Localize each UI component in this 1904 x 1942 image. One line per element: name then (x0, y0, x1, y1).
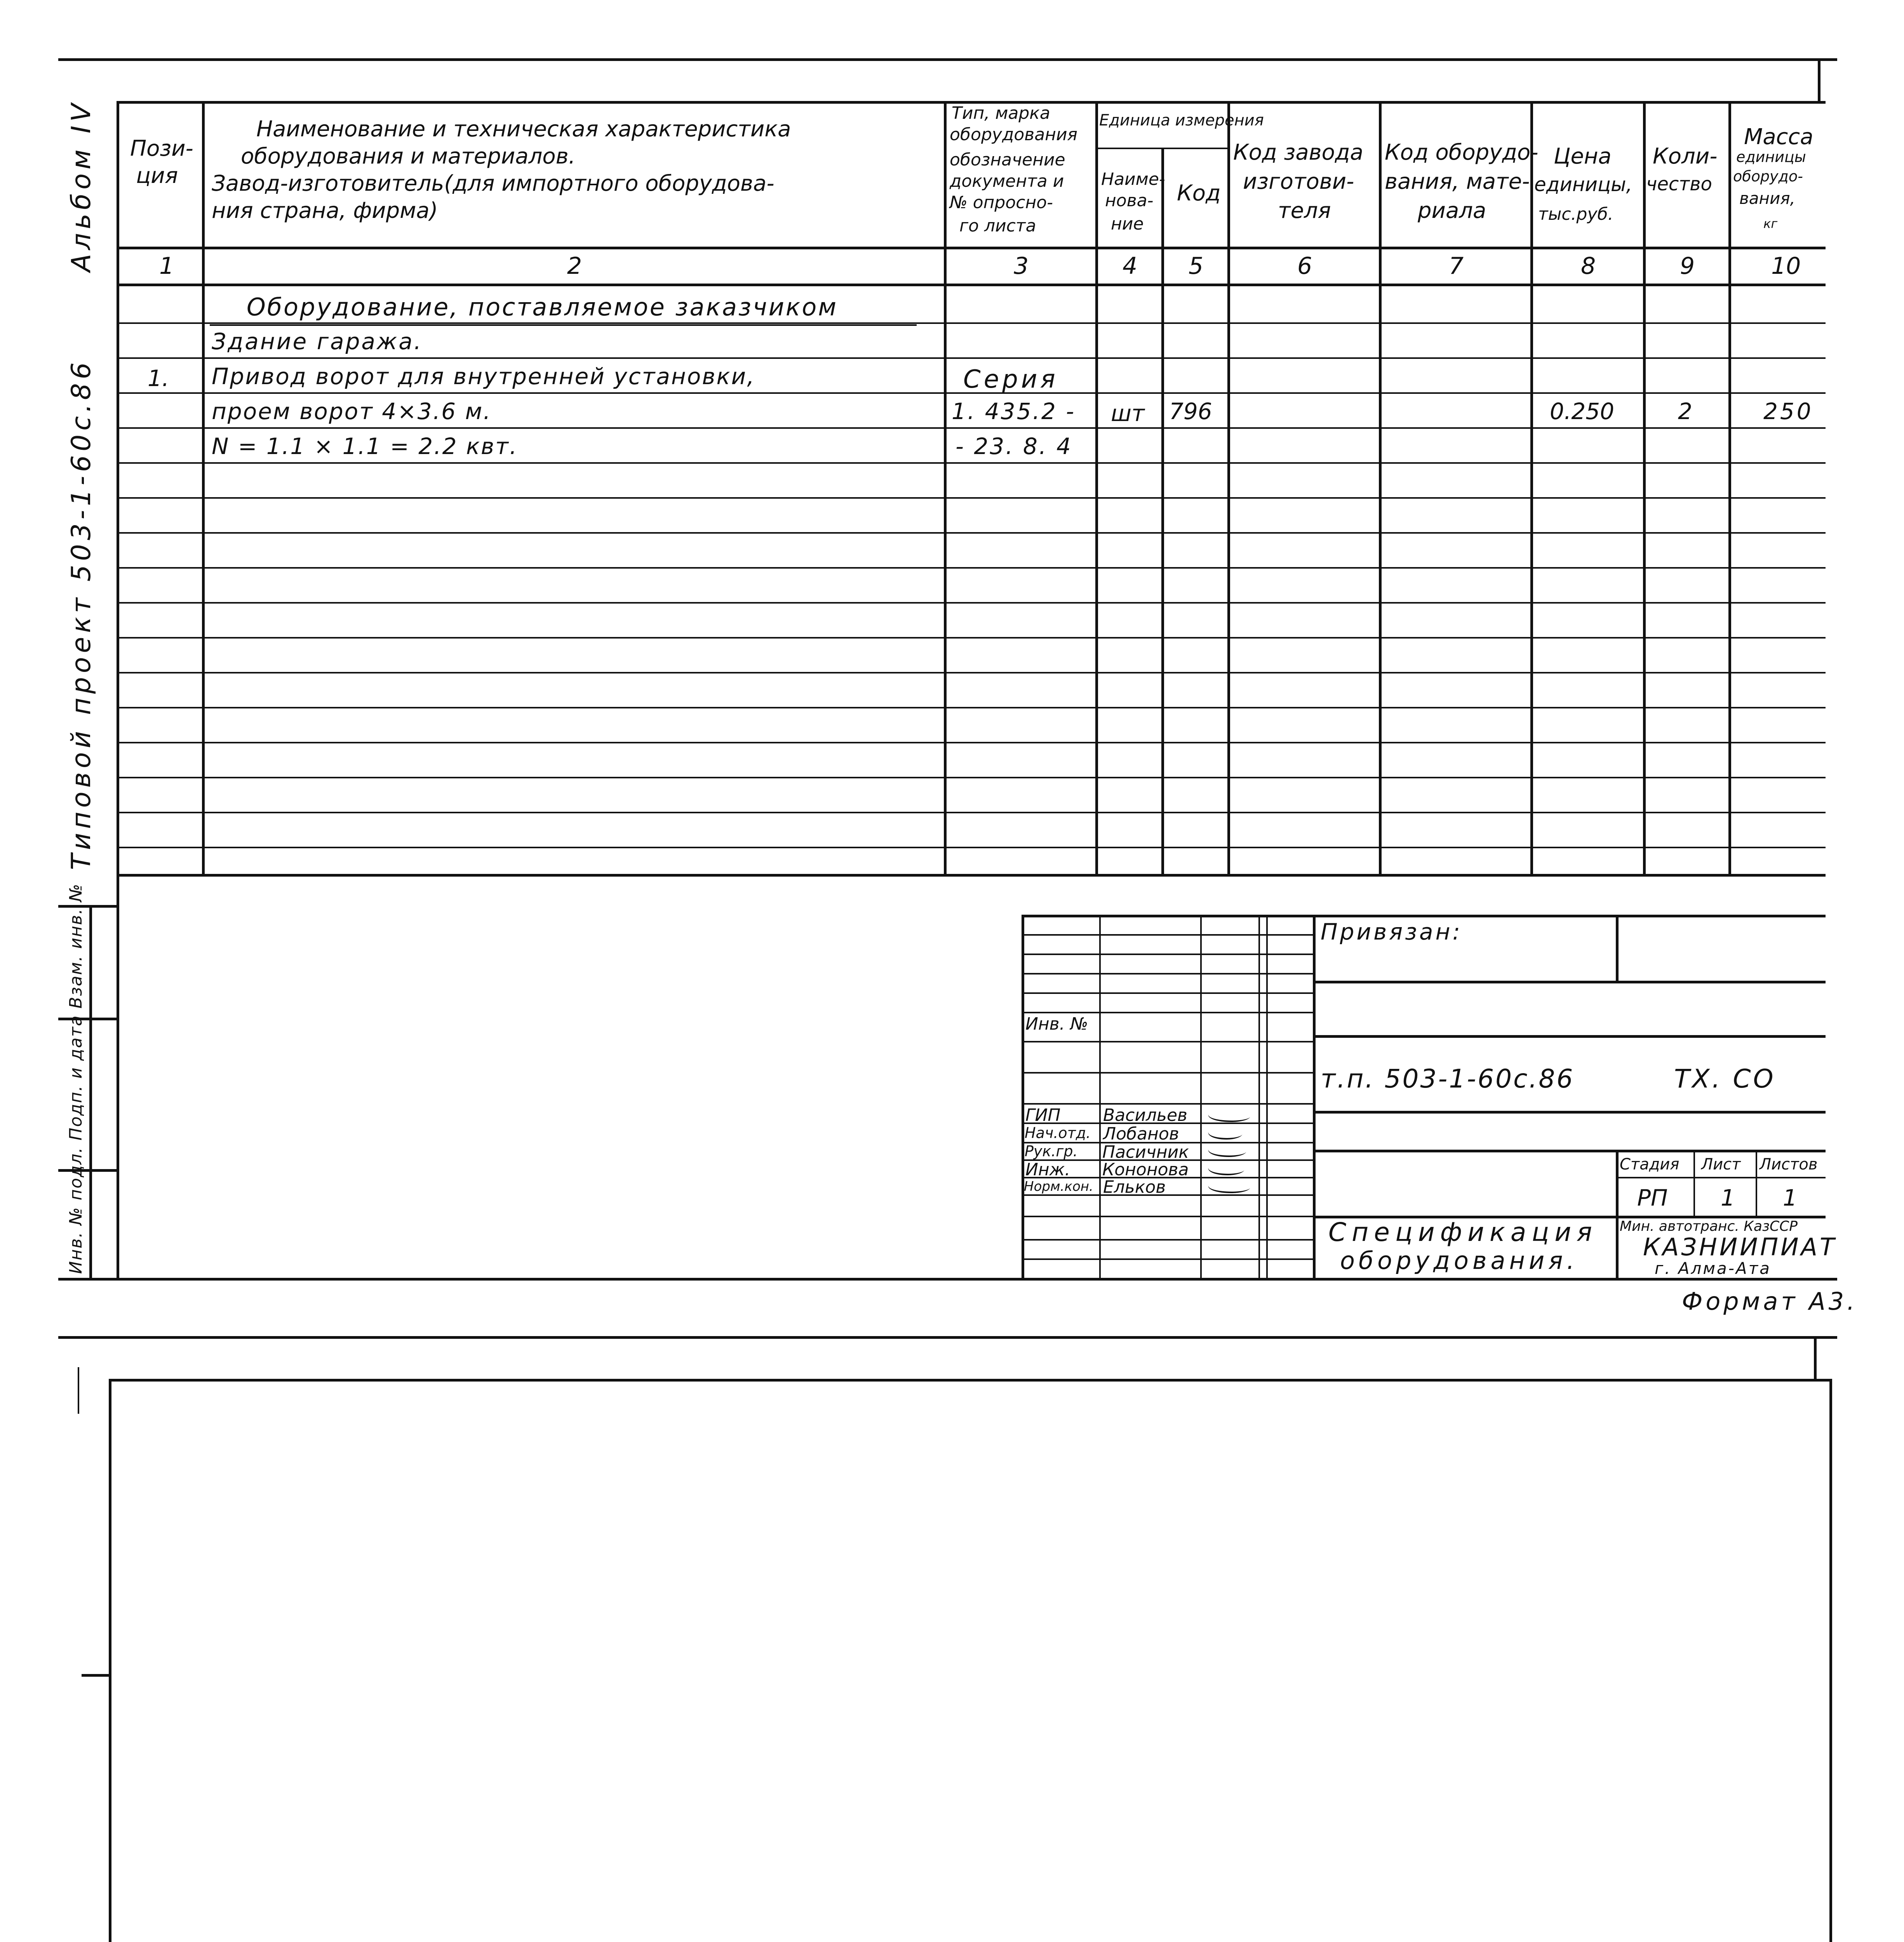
privyazan-label: Привязан: (1321, 919, 1463, 945)
building-underline (210, 357, 482, 359)
tick-mark (82, 1674, 109, 1677)
bottom-corner-mark (1814, 1336, 1817, 1379)
item-name-line3: N = 1.1 × 1.1 = 2.2 квт. (212, 433, 518, 459)
header-col10-line4: вания, (1739, 189, 1795, 208)
row-line (117, 637, 1826, 639)
colnum-9: 9 (1680, 252, 1695, 280)
col-line (1728, 101, 1731, 874)
header-col1-line1: Пози- (130, 136, 193, 161)
table-bottom (117, 874, 1826, 877)
col-line (1161, 148, 1164, 874)
item-name-line2: проем ворот 4×3.6 м. (212, 398, 492, 425)
col-line (1530, 101, 1533, 874)
header-col6-line2: изготови- (1243, 169, 1354, 194)
header-col2-line2: оборудования и материалов. (241, 144, 576, 169)
header-col3-line1: Тип, марка (952, 103, 1050, 123)
margin-mark (78, 1367, 79, 1414)
sig-role-1: ГИП (1025, 1105, 1061, 1125)
frame-left (117, 101, 119, 1278)
project-label: Типовой проект 503-1-60с.86 (66, 358, 97, 870)
row-line (117, 672, 1826, 673)
header-col4-line3: ние (1111, 214, 1144, 234)
item-unit: шт (1111, 400, 1145, 426)
tb-grid-h (1022, 1041, 1313, 1042)
sig-role-5: Норм.кон. (1024, 1179, 1093, 1194)
tb-right-h (1313, 1035, 1826, 1038)
sheet-value: 1 (1721, 1185, 1735, 1211)
row-line (117, 812, 1826, 813)
col-line (1227, 101, 1230, 874)
col-line (202, 101, 205, 874)
colnum-bottom (117, 284, 1826, 286)
item-price: 0.250 (1550, 398, 1615, 425)
colnum-3: 3 (1014, 252, 1029, 280)
row-line (117, 462, 1826, 464)
tb-grid-h (1022, 1103, 1313, 1105)
tb-grid-h (1022, 934, 1313, 936)
header-col10-line3: оборудо- (1733, 168, 1803, 185)
tb-grid-h (1022, 992, 1313, 994)
item-name-line1: Привод ворот для внутренней установки, (212, 363, 755, 390)
col-line (1379, 101, 1382, 874)
tb-grid-h (1022, 1258, 1313, 1260)
header-col1-line2: ция (136, 163, 178, 188)
inventory-label: Инв. № подл. Подп. и дата Взам. инв. № (66, 883, 86, 1274)
doc-code: ТХ. СО (1674, 1064, 1776, 1094)
header-col2-line3: Завод-изготовитель(для импортного оборудова- (212, 171, 774, 196)
tb-right-h (1313, 1111, 1826, 1114)
tb-grid-v (1258, 915, 1260, 1278)
tb-grid-h (1022, 1216, 1313, 1217)
sig-role-3: Рук.гр. (1025, 1143, 1078, 1160)
colnum-6: 6 (1297, 252, 1312, 280)
colnum-1: 1 (159, 252, 174, 280)
top-border (58, 58, 1837, 61)
tb-grid-h (1022, 1012, 1313, 1013)
header-bottom (117, 247, 1826, 249)
colnum-7: 7 (1449, 252, 1464, 280)
sig-name-2: Лобанов (1103, 1124, 1179, 1144)
signature-mark (1206, 1109, 1253, 1122)
org-line2: КАЗНИИПИАТ (1643, 1233, 1837, 1261)
tb-grid-v (1099, 915, 1101, 1278)
header-col6-line1: Код завода (1233, 140, 1363, 165)
item-qty: 2 (1678, 398, 1692, 425)
colnum-4: 4 (1123, 252, 1138, 280)
sig-name-1: Васильев (1103, 1105, 1187, 1125)
header-col5: Код (1177, 181, 1221, 206)
header-col7-line2: вания, мате- (1385, 169, 1530, 194)
stamp-line (89, 905, 92, 1278)
tb-privyazan-split (1616, 915, 1619, 981)
row-line (117, 497, 1826, 499)
row-line (117, 742, 1826, 743)
col-line (1643, 101, 1646, 874)
frame-bottom (58, 1278, 1837, 1281)
tb-top (1022, 915, 1826, 917)
item-mass: 250 (1763, 398, 1813, 425)
header-col3-line5: № опросно- (950, 193, 1053, 212)
header-col4-line1: Наиме- (1101, 169, 1165, 189)
tb-stage-h (1616, 1177, 1826, 1178)
tb-grid-v (1266, 915, 1268, 1278)
row-line (117, 847, 1826, 848)
stage-value: РП (1637, 1185, 1668, 1211)
header-col7-line1: Код оборудо- (1385, 140, 1539, 165)
row-line (117, 602, 1826, 604)
colnum-2: 2 (567, 252, 582, 280)
header-col9-line2: чество (1646, 173, 1712, 195)
row-line (117, 532, 1826, 534)
tb-grid-h (1022, 973, 1313, 974)
tb-grid-v (1200, 915, 1202, 1278)
sig-name-3: Пасичник (1102, 1142, 1189, 1162)
bottom-frame-right (1829, 1379, 1832, 1942)
col-line (944, 101, 947, 874)
header-col7-line3: риала (1418, 198, 1486, 223)
row-line (117, 777, 1826, 778)
tb-stage-v (1616, 1150, 1619, 1278)
sig-name-4: Кононова (1102, 1160, 1189, 1180)
doc-title-line2: оборудования. (1340, 1246, 1579, 1275)
bottom-frame-top (109, 1379, 1829, 1382)
header-unit-group: Единица измерения (1099, 111, 1264, 129)
tb-left (1022, 915, 1024, 1278)
row-line (117, 322, 1826, 324)
header-col9-line1: Коли- (1653, 144, 1718, 169)
building-title: Здание гаража. (212, 328, 423, 355)
header-col4-line2: нова- (1105, 191, 1154, 211)
header-col10-line1: Масса (1744, 124, 1813, 150)
header-col2-line4: ния страна, фирма) (212, 198, 438, 223)
bottom-frame-left (109, 1379, 111, 1942)
header-col3-line6: го листа (959, 216, 1036, 236)
header-col8-line1: Цена (1554, 144, 1612, 169)
header-col8-line3: тыс.руб. (1538, 204, 1613, 224)
signature-mark (1206, 1162, 1247, 1175)
tb-grid-h (1022, 954, 1313, 955)
album-label: Альбом IV (66, 99, 97, 272)
colnum-8: 8 (1581, 252, 1596, 280)
unit-group-line (1095, 148, 1227, 149)
col-line (1095, 101, 1098, 874)
tb-stage-v (1693, 1150, 1695, 1216)
row-line (117, 567, 1826, 569)
sheet-separator (58, 1336, 1837, 1339)
item-code: 796 (1169, 398, 1212, 425)
org-line1: Мин. автотранс. КазССР (1620, 1218, 1798, 1234)
colnum-10: 10 (1771, 252, 1801, 280)
item-type-line3: - 23. 8. 4 (955, 433, 1072, 459)
item-type-line1: Серия (963, 365, 1058, 394)
tb-grid-h (1022, 1239, 1313, 1241)
tb-stage-v (1756, 1150, 1757, 1216)
item-type-line2: 1. 435.2 - (952, 398, 1076, 425)
header-col8-line2: единицы, (1534, 173, 1632, 196)
tb-grid-h (1022, 1072, 1313, 1074)
row-line (117, 427, 1826, 429)
doc-title-line1: Спецификация (1328, 1217, 1598, 1247)
sig-role-4: Инж. (1025, 1160, 1070, 1180)
org-line3: г. Алма-Ата (1655, 1259, 1771, 1278)
sig-role-2: Нач.отд. (1025, 1124, 1091, 1142)
row-line (117, 707, 1826, 708)
signature-mark (1206, 1180, 1253, 1193)
designation: т.п. 503-1-60с.86 (1321, 1064, 1575, 1094)
header-col10-line2: единицы (1736, 148, 1806, 165)
format-label: Формат А3. (1682, 1287, 1858, 1316)
section-title-underline (210, 324, 917, 326)
header-col2-line1: Наименование и техническая характеристика (256, 117, 791, 142)
header-col10-line5: кг (1763, 216, 1778, 231)
sheets-value: 1 (1783, 1185, 1797, 1211)
colnum-5: 5 (1189, 252, 1204, 280)
inv-no-label: Инв. № (1025, 1014, 1088, 1034)
item-position: 1. (148, 365, 169, 392)
header-col3-line3: обозначение (950, 150, 1065, 170)
tb-right-h (1313, 981, 1826, 983)
sig-name-5: Ельков (1103, 1177, 1166, 1197)
header-col6-line3: теля (1278, 198, 1331, 223)
header-col3-line4: документа и (950, 171, 1064, 191)
header-col3-line2: оборудования (950, 125, 1078, 144)
tb-grid-h (1022, 1194, 1313, 1196)
right-edge-mark (1818, 58, 1820, 101)
sheet-label: Лист (1701, 1155, 1741, 1173)
tb-mid (1313, 915, 1316, 1278)
tb-right-h (1313, 1150, 1826, 1152)
signature-mark (1206, 1144, 1249, 1157)
signature-mark (1206, 1126, 1245, 1140)
stage-label: Стадия (1620, 1155, 1679, 1173)
sheets-label: Листов (1760, 1155, 1818, 1173)
section-title: Оборудование, поставляемое заказчиком (247, 293, 838, 321)
